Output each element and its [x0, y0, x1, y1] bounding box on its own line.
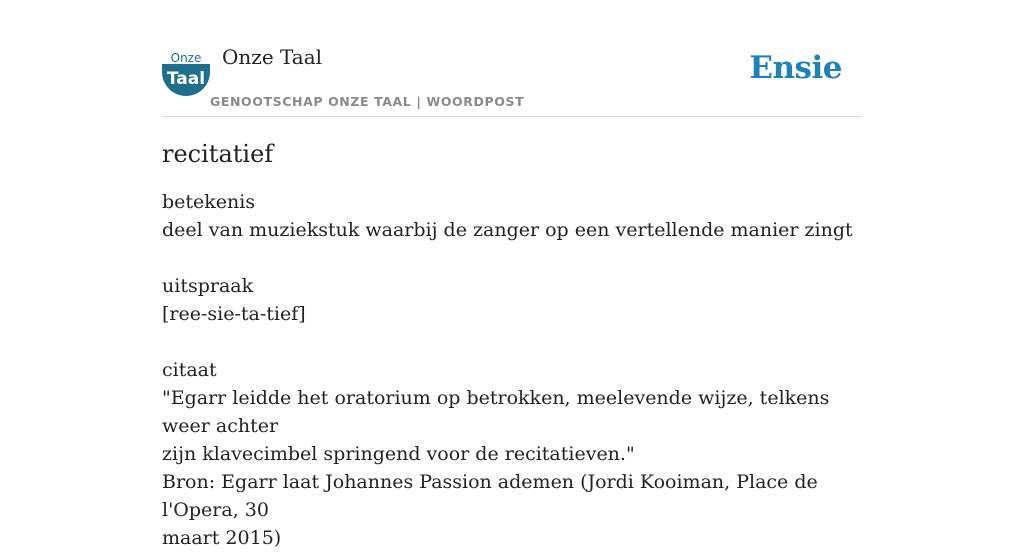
page: [162, 0, 862, 549]
pronunciation-text: [ree-sie-ta-tief]: [162, 303, 306, 325]
entry-content: [162, 138, 862, 552]
source-text-line-2: maart 2015): [162, 527, 282, 549]
meaning-text: deel van muziekstuk waarbij de zanger op een vertellende manier zingt: [162, 219, 853, 241]
source-text-line-1: Bron: Egarr laat Johannes Passion ademen (Jordi Kooiman, Place de l'Opera, 30: [162, 471, 818, 521]
ensie-brand-link[interactable]: Ensie: [749, 50, 842, 86]
logo-text-top: Onze: [170, 51, 202, 65]
quote-text-line-2: zijn klavecimbel springend voor de recitatieven.": [162, 443, 635, 465]
logo-text-bottom: Taal: [166, 69, 206, 89]
tagline: GENOOTSCHAP ONZE TAAL | WOORDPOST: [210, 94, 525, 109]
site-name[interactable]: Onze Taal: [222, 45, 323, 69]
quote-label: citaat: [162, 359, 217, 381]
pronunciation-label: uitspraak: [162, 275, 254, 297]
onze-taal-logo[interactable]: [162, 50, 210, 96]
meaning-label: betekenis: [162, 191, 256, 213]
header: [162, 0, 862, 117]
entry-title: recitatief: [162, 140, 274, 168]
quote-text-line-1: "Egarr leidde het oratorium op betrokken, meelevende wijze, telkens weer achter: [162, 387, 830, 437]
